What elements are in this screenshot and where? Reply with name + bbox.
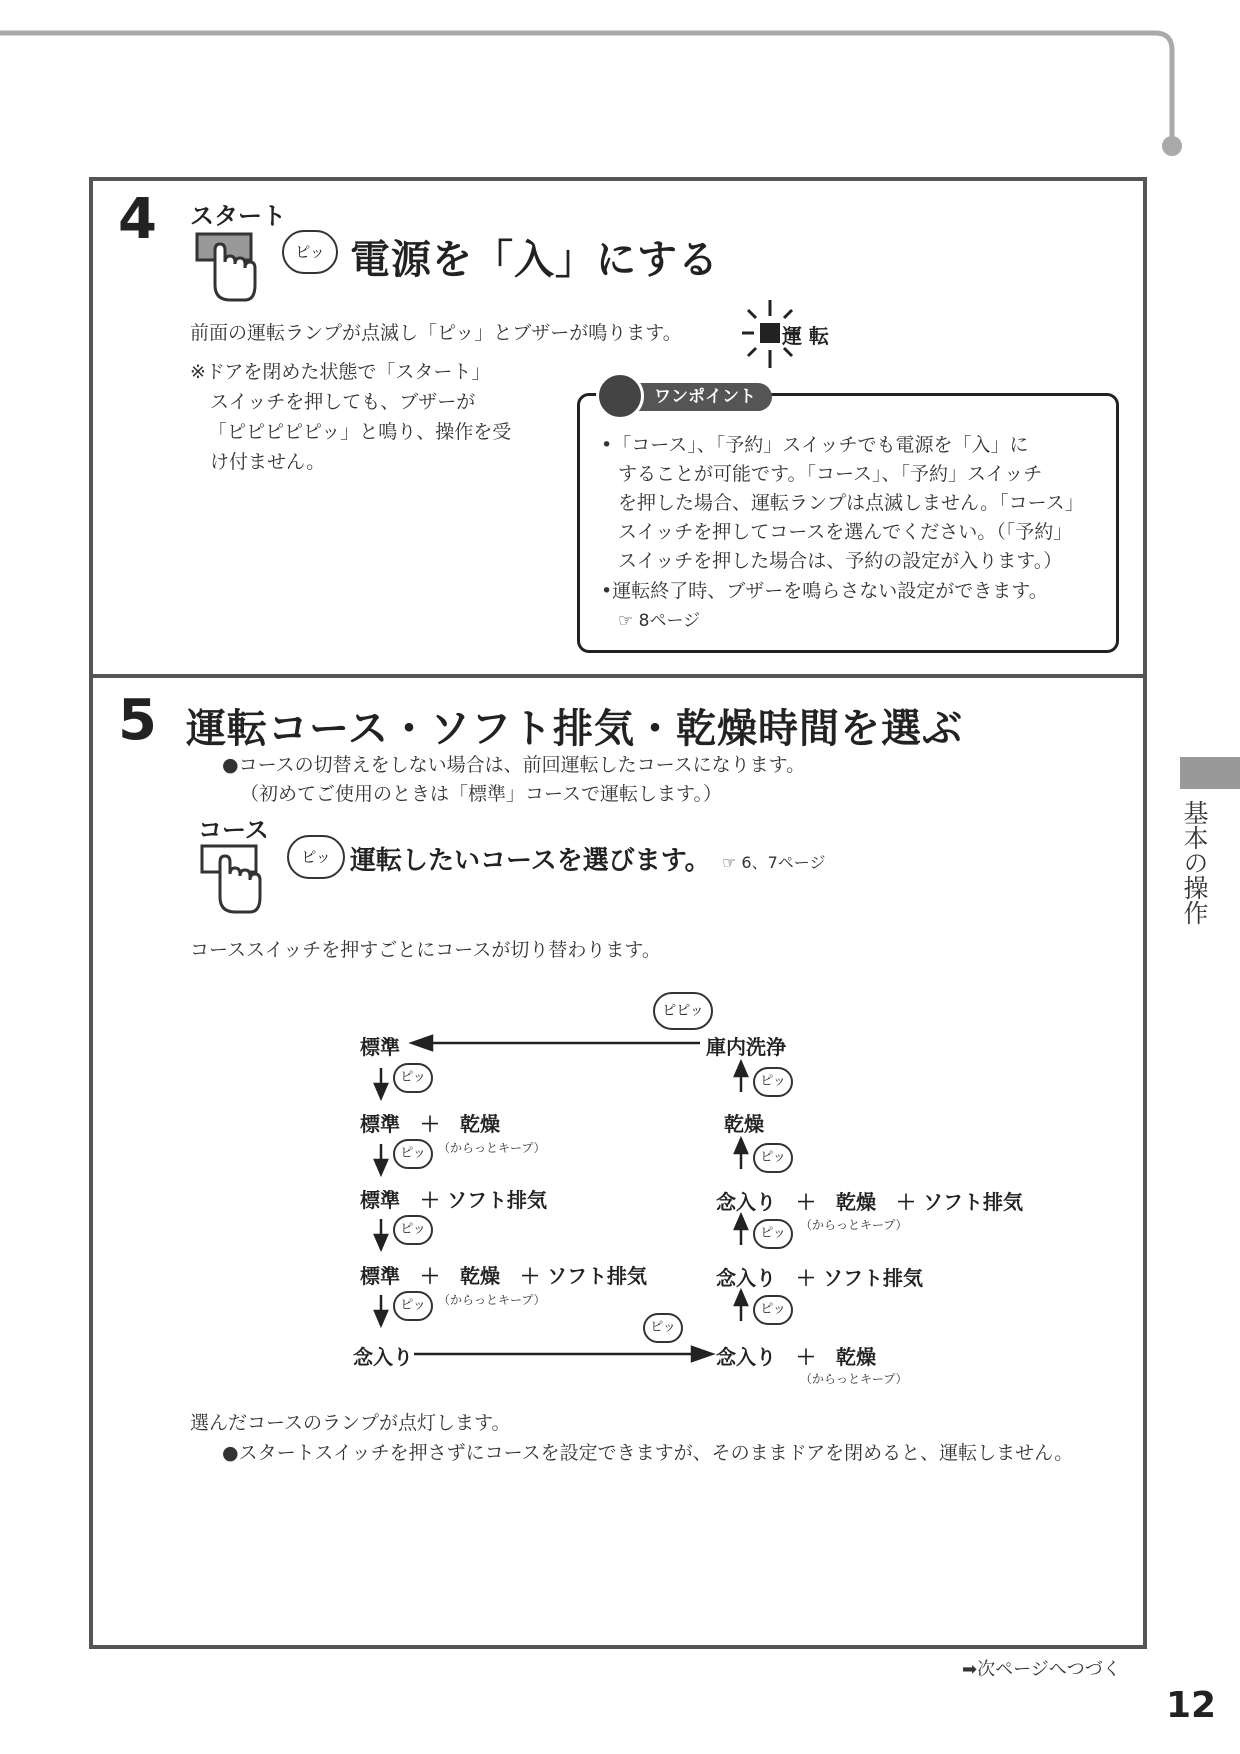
- course-switch-text: コーススイッチを押すごとにコースが切り替わります。: [190, 939, 661, 961]
- course-node-tub-clean: 庫内洗浄: [706, 1035, 786, 1059]
- karatto-keep-note: （からっとキープ）: [800, 1372, 908, 1386]
- side-tab-marker: [1180, 757, 1240, 789]
- step-4-text: 前面の運転ランプが点滅し「ピッ」とブザーが鳴ります。: [190, 322, 682, 344]
- pi-bubble: ピッ: [753, 1219, 793, 1249]
- course-node-standard-dry: 標準 ＋ 乾燥: [360, 1112, 500, 1136]
- course-node-intensive-dry-soft: 念入り ＋ 乾燥 ＋ ソフト排気: [716, 1190, 1023, 1214]
- pipi-bubble: ピピッ: [653, 992, 713, 1030]
- pi-bubble: ピッ: [753, 1295, 793, 1325]
- start-note-text: ●スタートスイッチを押さずにコースを設定できますが、そのままドアを閉めると、運転しません。: [222, 1442, 1074, 1464]
- course-node-standard: 標準: [360, 1035, 400, 1059]
- step-5-number: 5: [118, 688, 157, 753]
- karatto-keep-note: （からっとキープ）: [438, 1293, 546, 1307]
- course-node-intensive: 念入り: [353, 1345, 413, 1369]
- onepoint-line-2: することが可能です。「コース」、「予約」スイッチ: [618, 463, 1043, 485]
- beep-bubble: ピッ: [282, 230, 338, 274]
- step-4-number: 4: [118, 187, 157, 252]
- lamp-label: 運 転: [782, 324, 829, 348]
- pi-bubble: ピッ: [393, 1139, 433, 1169]
- course-instruction: 運転したいコースを選びます。: [350, 846, 711, 876]
- continue-next-page: ➡次ページへつづく: [962, 1659, 1121, 1680]
- course-button-label: コース: [198, 816, 269, 844]
- page-ref-6-7: ☞ 6、7ページ: [722, 853, 826, 872]
- note-line-2: スイッチを押しても、ブザーが: [210, 391, 476, 413]
- step-5-intro-2: （初めてご使用のときは「標準」コースで運転します。）: [240, 783, 723, 805]
- course-node-intensive-soft: 念入り ＋ ソフト排気: [716, 1266, 923, 1290]
- karatto-keep-note: （からっとキープ）: [800, 1218, 908, 1232]
- pi-bubble: ピッ: [393, 1063, 433, 1093]
- onepoint-line-5: スイッチを押した場合は、予約の設定が入ります。）: [618, 550, 1063, 572]
- pi-bubble: ピッ: [643, 1313, 683, 1343]
- beep-bubble: ピッ: [287, 835, 345, 879]
- pi-bubble: ピッ: [393, 1215, 433, 1245]
- step-5-intro-1: ●コースの切替えをしない場合は、前回運転したコースになります。: [222, 754, 806, 776]
- karatto-keep-note: （からっとキープ）: [438, 1141, 546, 1155]
- onepoint-badge: ワンポイント: [602, 383, 772, 411]
- side-tab-label: 基本の操作: [1180, 800, 1209, 925]
- onepoint-line-1: •「コース」、「予約」スイッチでも電源を「入」に: [601, 434, 1029, 456]
- lamp-on-text: 選んだコースのランプが点灯します。: [190, 1412, 511, 1434]
- step-4-title: 電源を「入」にする: [350, 237, 719, 283]
- note-line-1: ※ドアを閉めた状態で「スタート」: [190, 361, 491, 383]
- onepoint-line-6: •運転終了時、ブザーを鳴らさない設定ができます。: [601, 580, 1048, 602]
- note-line-3: 「ピピピピピッ」と鳴り、操作を受: [208, 421, 512, 443]
- start-button-label: スタート: [190, 202, 286, 230]
- pi-bubble: ピッ: [393, 1291, 433, 1321]
- note-line-4: け付ません。: [210, 451, 326, 473]
- pi-bubble: ピッ: [753, 1143, 793, 1173]
- course-node-dry: 乾燥: [724, 1112, 764, 1136]
- step-5-title: 運転コース・ソフト排気・乾燥時間を選ぶ: [186, 706, 963, 752]
- course-node-standard-dry-soft: 標準 ＋ 乾燥 ＋ ソフト排気: [360, 1264, 647, 1288]
- page-number: 12: [1166, 1685, 1217, 1726]
- page-ref-8: ☞ 8ページ: [618, 611, 701, 631]
- onepoint-line-4: スイッチを押してコースを選んでください。（「予約」: [618, 521, 1073, 543]
- course-node-intensive-dry: 念入り ＋ 乾燥: [716, 1345, 876, 1369]
- course-node-standard-soft: 標準 ＋ ソフト排気: [360, 1188, 547, 1212]
- onepoint-line-3: を押した場合、運転ランプは点滅しません。「コース」: [618, 492, 1084, 514]
- pi-bubble: ピッ: [753, 1067, 793, 1097]
